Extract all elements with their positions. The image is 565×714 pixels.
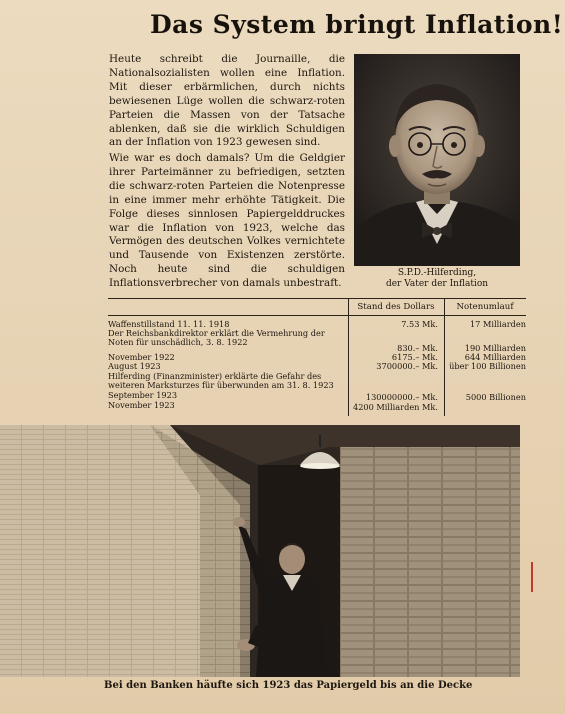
inflation-table bbox=[108, 298, 526, 418]
table-row-notes: 644 Milliarden bbox=[464, 352, 526, 362]
table-row-notes: über 100 Billionen bbox=[449, 361, 526, 371]
paragraph-history: Wie war es doch damals? Um die Geldgier ihrer Parteimänner zu befriedigen, setzten die schwarz-roten Parteien die Notenpresse in eine immer mehr erhöhte Tätigkeit. Die Folge dieses sinnlosen Papiergelddruckes war die Inflation von 1923, welche das Vermögen des deutschen Volkes vernichtete und Tausende von Existenzen zerstörte. Noch heute sind die schuldigen Inflationsverbrecher von damals unbestraft. bbox=[109, 152, 345, 290]
photo-caption: Bei den Banken häufte sich 1923 das Papiergeld bis an die Decke bbox=[104, 680, 473, 691]
portrait-caption bbox=[354, 268, 520, 290]
paragraph-intro: Heute schreibt die Journaille, die Nationalsozialisten wollen eine Inflation. Mit dieser erbärmlichen, durch nichts bewiesenen Lüge wollen die schwarz-roten Parteien die Massen von der Tatsache ablenken, daß sie die wirklich Schuldigen an der Inflation von 1923 gewesen sind. bbox=[109, 53, 345, 149]
table-row-dollar: 830.– Mk. bbox=[397, 343, 438, 353]
table-row-label: Der Reichsbankdirektor erklärt die Vermehrung der Noten für unschädlich, 3. 8. 1922 bbox=[108, 328, 325, 347]
table-row-label: Waffenstillstand 11. 11. 1918 bbox=[108, 319, 230, 329]
portrait-photo bbox=[354, 54, 520, 266]
table-header-rule bbox=[108, 315, 526, 316]
table-row-notes: 17 Milliarden bbox=[469, 319, 526, 329]
table-row-notes: 5000 Billionen bbox=[465, 392, 526, 402]
table-row-label: November 1922 bbox=[108, 352, 175, 362]
bank-vault-photo bbox=[0, 425, 520, 677]
table-divider-right bbox=[444, 298, 445, 416]
margin-mark bbox=[531, 562, 533, 592]
headline: Das System bringt Inflation! bbox=[150, 10, 564, 39]
table-row-dollar: 7.53 Mk. bbox=[401, 319, 438, 329]
table-header-dollar: Stand des Dollars bbox=[357, 302, 435, 312]
portrait-image bbox=[354, 54, 520, 266]
table-row-dollar: 3700000.– Mk. bbox=[376, 361, 438, 371]
table-row-notes: 190 Milliarden bbox=[464, 343, 526, 353]
table-row-dollar: 6175.– Mk. bbox=[391, 352, 438, 362]
table-row-dollar: 130000000.– Mk. bbox=[365, 392, 438, 402]
table-top-rule bbox=[108, 298, 526, 299]
portrait-caption-title: der Vater der Inflation bbox=[385, 279, 489, 289]
table-row-label: Hilferding (Finanzminister) erklärte die Gefahr des weiteren Marksturzes für überwunden am 31. 8. 1923 bbox=[108, 371, 334, 390]
table-row-dollar: 4200 Milliarden Mk. bbox=[352, 402, 438, 412]
table-row-label: November 1923 bbox=[108, 400, 175, 410]
table-row-label: August 1923 bbox=[108, 361, 161, 371]
table-row-label: September 1923 bbox=[108, 390, 178, 400]
bank-vault-image bbox=[0, 425, 520, 677]
table-header-notes: Notenumlauf bbox=[456, 302, 514, 312]
portrait-caption-name: S.P.D.-Hilferding, bbox=[397, 268, 477, 278]
